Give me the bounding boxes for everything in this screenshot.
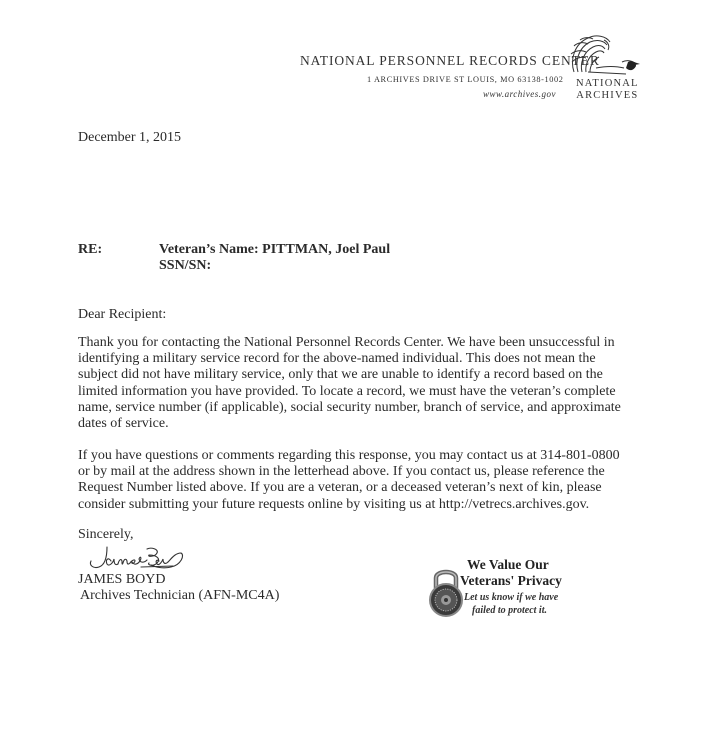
- letterhead-website: www.archives.gov: [483, 89, 556, 99]
- paragraph-line: Request Number listed above. If you are a veteran, or a deceased veteran’s next of kin, please: [78, 480, 602, 496]
- eagle-logo-icon: [566, 32, 642, 83]
- paragraph-line: Thank you for contacting the National Personnel Records Center. We have been unsuccessful in: [78, 335, 615, 350]
- privacy-heading-line1: We Value Our: [467, 557, 549, 572]
- ssn-field: SSN/SN:: [159, 258, 212, 273]
- closing: Sincerely,: [78, 527, 134, 542]
- signer-title: Archives Technician (AFN-MC4A): [80, 588, 280, 603]
- paragraph-line: name, service number (if applicable), social security number, branch of service, and approximate: [78, 399, 621, 415]
- re-label: RE:: [78, 242, 103, 257]
- letterhead-organization: NATIONAL PERSONNEL RECORDS CENTER: [300, 53, 600, 68]
- paragraph-line: dates of service.: [78, 416, 169, 432]
- body-paragraph-1: [78, 335, 621, 432]
- paragraph-line: If you have questions or comments regarding this response, you may contact us at 314-801-0800: [78, 448, 620, 463]
- padlock-icon: [428, 566, 464, 623]
- paragraph-line: subject did not have military service, only that we are unable to identify a record based on the: [78, 367, 603, 383]
- signer-name: JAMES BOYD: [78, 572, 166, 587]
- veteran-name: Veteran’s Name: PITTMAN, Joel Paul: [159, 242, 391, 257]
- privacy-heading-line2: Veterans' Privacy: [460, 573, 562, 588]
- letterhead-address: 1 ARCHIVES DRIVE ST LOUIS, MO 63138-1002: [367, 75, 564, 84]
- letter-date: December 1, 2015: [78, 130, 182, 145]
- body-paragraph-2: [78, 448, 620, 513]
- logo-wordmark: [576, 78, 639, 102]
- re-details: [159, 242, 390, 274]
- paragraph-line: limited information you have provided. To locate a record, we must have the veteran’s complete: [78, 383, 616, 399]
- paragraph-line: identifying a military service record for the above-named individual. This does not mean the: [78, 351, 596, 367]
- logo-line-archives: ARCHIVES: [576, 90, 639, 101]
- paragraph-line: consider submitting your future requests online by visiting us at http://vetrecs.archives.gov.: [78, 496, 590, 512]
- salutation: Dear Recipient:: [78, 307, 167, 322]
- logo-line-national: NATIONAL: [576, 78, 639, 89]
- privacy-subtext-line1: Let us know if we have: [464, 592, 559, 603]
- paragraph-line: or by mail at the address shown in the letterhead above. If you contact us, please reference the: [78, 464, 605, 480]
- privacy-subtext-line2: failed to protect it.: [472, 605, 547, 616]
